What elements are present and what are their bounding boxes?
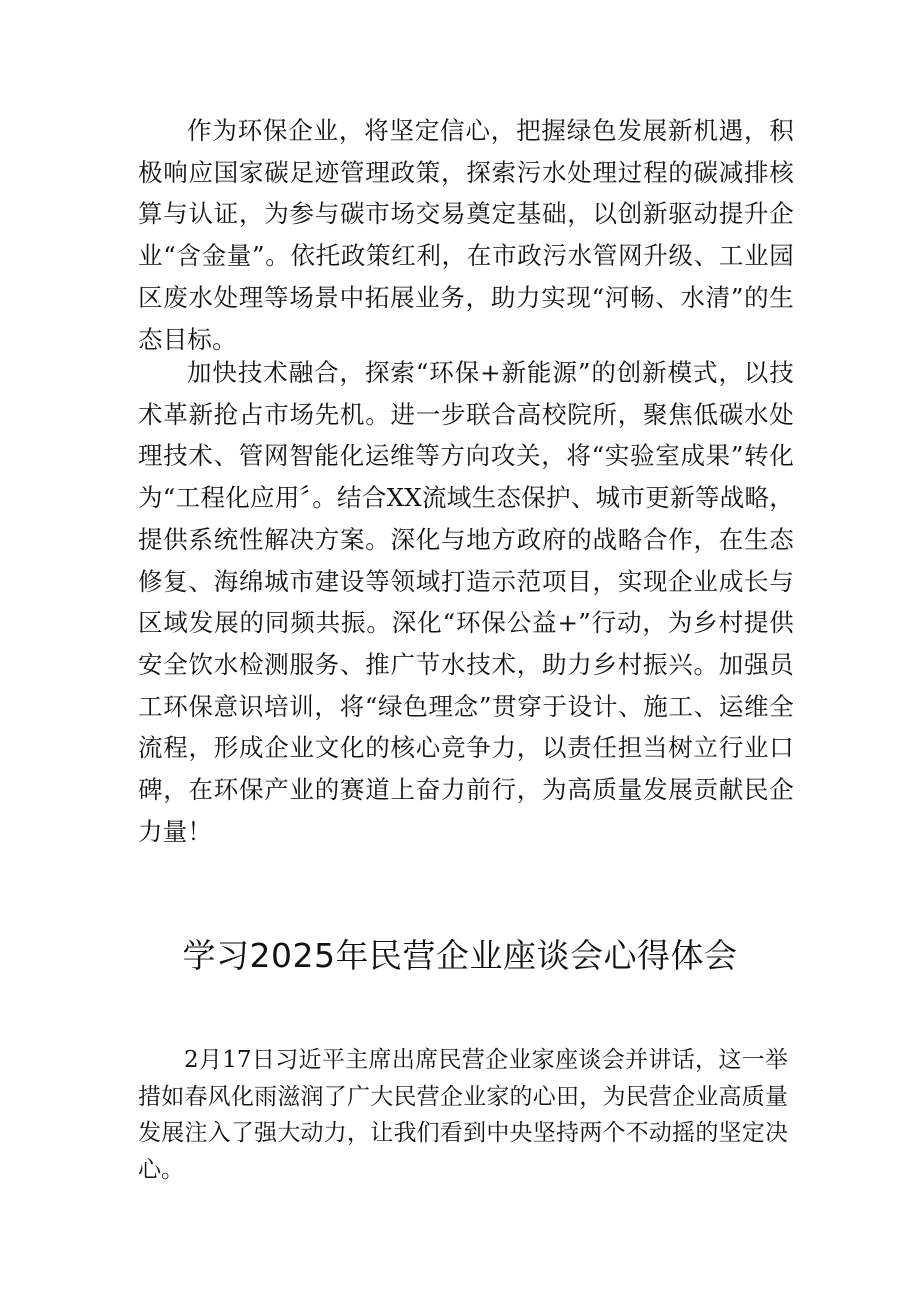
section-paragraph-1: 2月17日习近平主席出席民营企业家座谈会并讲话，这一举措如春风化雨滋润了广大民营企业家的心田，为民营企业高质量发展注入了强大动力，让我们看到中央坚持两个不动摇的坚定决心。 bbox=[138, 1047, 788, 1183]
body-paragraph-1: 作为环保企业，将坚定信心，把握绿色发展新机遇，积极响应国家碳足迹管理政策，探索污水处理过程的碳减排核算与认证，为参与碳市场交易奠定基础，以创新驱动提升企业“含金量”。依托政策红利，在市政污水管网升级、工业园区废水处理等场景中拓展业务，助力实现“河畅、水清”的生态目标。 bbox=[138, 116, 794, 354]
section-title: 学习2025年民营企业座谈会心得体会 bbox=[182, 936, 738, 975]
body-paragraph-2: 加快技术融合，探索“环保+新能源”的创新模式，以技术革新抢占市场先机。进一步联合高校院所，聚焦低碳水处理技术、管网智能化运维等方向攻关，将“实验室成果”转化为“工程化应用〞。结合XX流域生态保护、城市更新等战略，提供系统性解决方案。深化与地方政府的战略合作，在生态修复、海绵城市建设等领域打造示范项目，实现企业成长与区域发展的同频共振。深化“环保公益+”行动，为乡村提供安全饮水检测服务、推广节水技术，助力乡村振兴。加强员工环保意识培训，将“绿色理念”贯穿于设计、施工、运维全流程，形成企业文化的核心竞争力，以责任担当树立行业口碑，在环保产业的赛道上奋力前行，为高质量发展贡献民企力量！ bbox=[138, 358, 794, 846]
